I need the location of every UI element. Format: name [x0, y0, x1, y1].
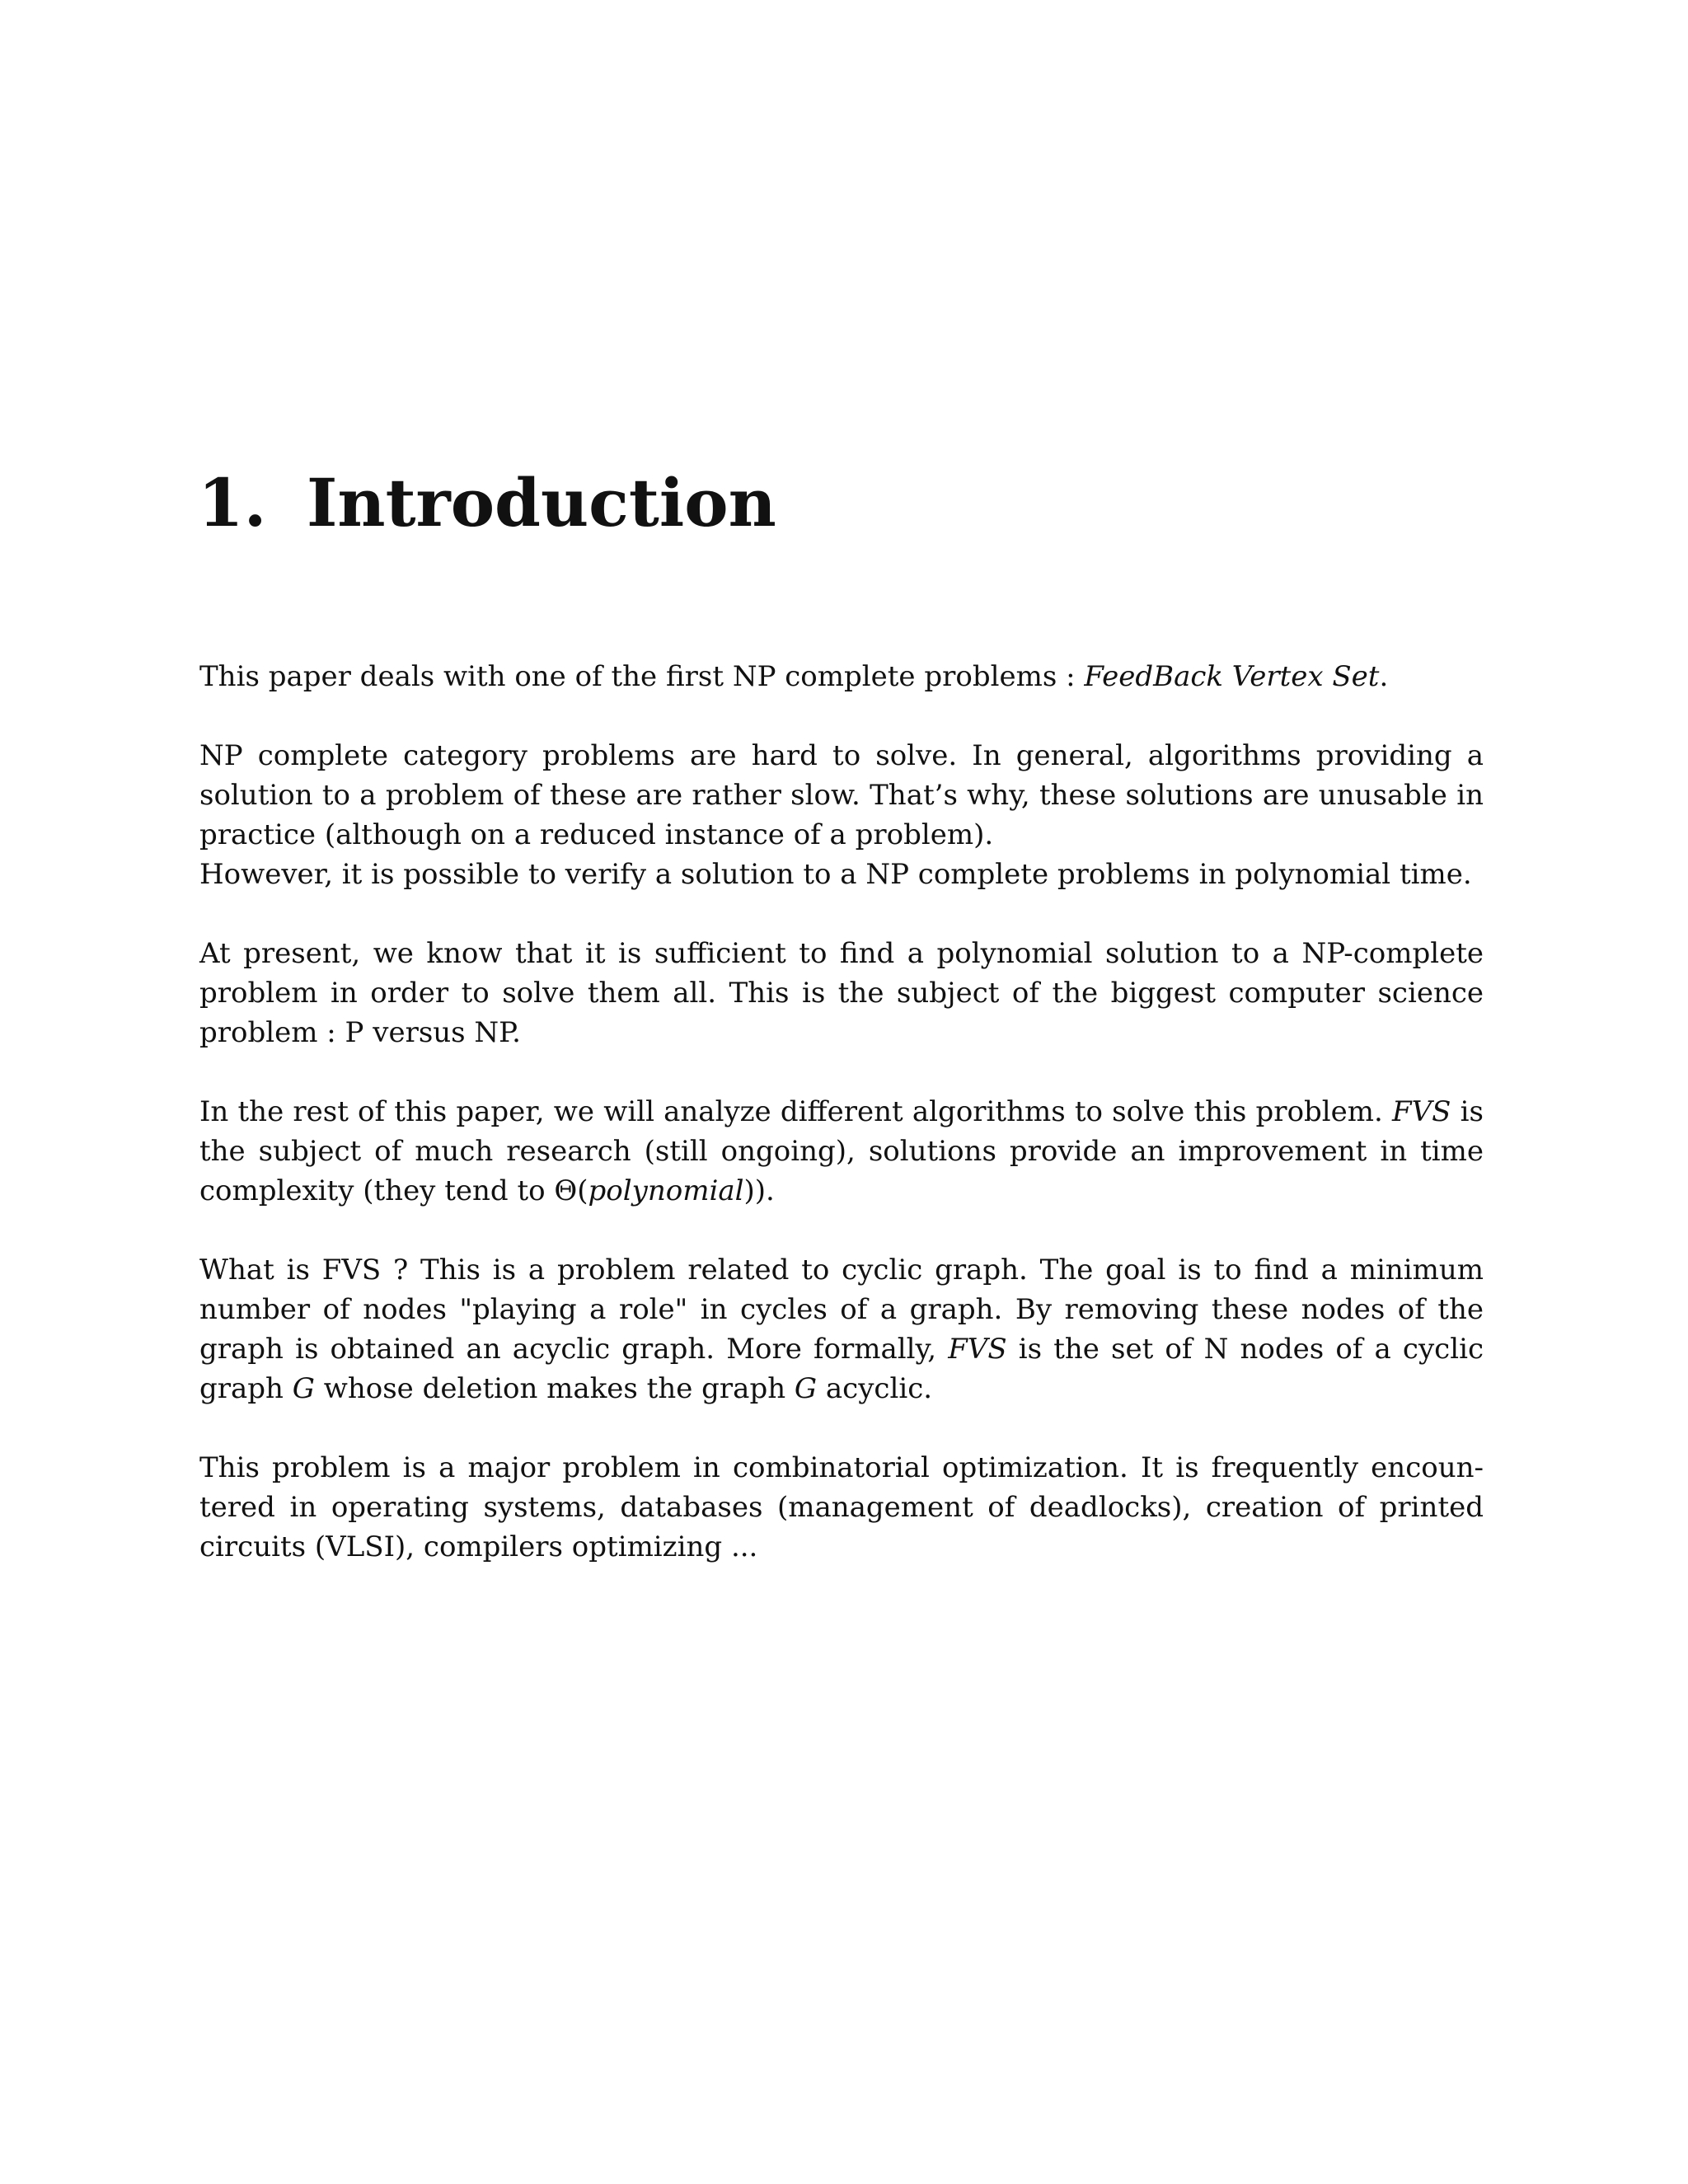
paragraph-4 [199, 1092, 1484, 1211]
p1-italic-term: FeedBack Vertex Set [1084, 660, 1380, 693]
paragraph-6 [199, 1448, 1484, 1567]
p5-text: What is FVS ? This is a problem related to cyclic graph. The goal is to find a minimum number of nodes "playing a role" in cycles of a graph. By removing these nodes of the graph is obtained an acyclic graph. More formally, [199, 1254, 1484, 1366]
body-text [199, 657, 1484, 1606]
p4-middle: is the subject of much research (still ongoing), solutions provide an improvement in time complexity (they tend to Θ( [199, 1095, 1484, 1207]
p2-text: NP complete category problems are hard to solve. In general, algorithms providing a solution to a problem of these are rather slow. That’s why, these solutions are unusable in practice (although on a reduced instance of a problem). [199, 739, 1484, 851]
p1-text: This paper deals with one of the first NP complete problems : [199, 660, 1085, 693]
p3-text: At present, we know that it is sufficient to find a polynomial solution to a NP-complete problem in order to solve them all. This is the subject of the biggest computer science problem : P versus NP. [199, 937, 1484, 1049]
paragraph-5 [199, 1250, 1484, 1408]
p5-graph-g-term-2: G [794, 1372, 818, 1405]
chapter-title: Introduction [307, 464, 776, 541]
p4-text: In the rest of this paper, we will analyze different algorithms to solve this problem. [199, 1095, 1393, 1128]
chapter-heading [198, 462, 1352, 544]
p4-fvs-term: FVS [1392, 1095, 1451, 1128]
p5-middle2: whose deletion makes the graph [314, 1372, 795, 1405]
p5-end: acyclic. [817, 1372, 933, 1405]
paragraph-3 [199, 934, 1484, 1052]
chapter-number: 1. [198, 464, 267, 541]
p6-text: This problem is a major problem in combinatorial optimization. It is frequently encountered in operating systems, databases (management of deadlocks), creation of printed circuits (VLSI), compilers optimizing ... [199, 1451, 1484, 1563]
p4-end: )). [743, 1174, 775, 1207]
paragraph-2 [199, 736, 1484, 894]
p4-polynomial-term: polynomial [588, 1174, 744, 1207]
p5-graph-g-term: G [292, 1372, 315, 1405]
p5-fvs-term: FVS [948, 1333, 1007, 1366]
p2-line2: However, it is possible to verify a solution to a NP complete problems in polynomial time. [199, 858, 1472, 891]
paragraph-1 [199, 657, 1484, 696]
p5-middle: is the set of N nodes of a cyclic graph [199, 1333, 1484, 1405]
p1-end: . [1379, 660, 1389, 693]
